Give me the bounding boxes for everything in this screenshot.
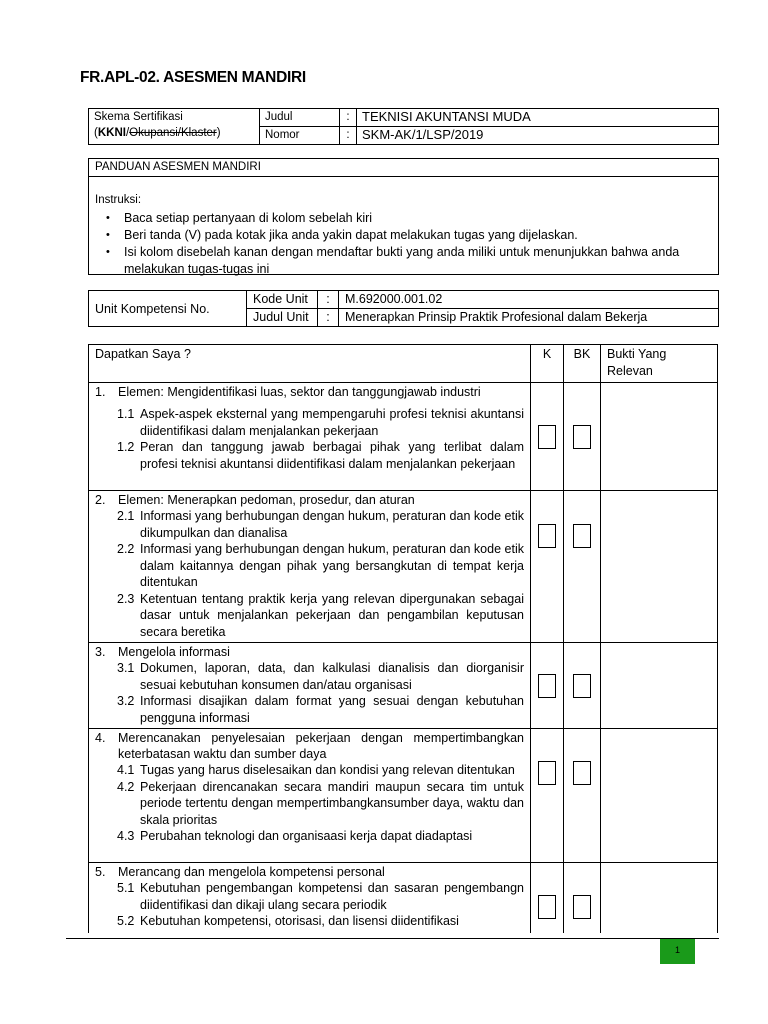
instruksi-label: Instruksi: bbox=[95, 194, 142, 206]
table-row bbox=[89, 863, 718, 933]
column-header-question: Dapatkan Saya ? bbox=[89, 345, 531, 383]
table-row bbox=[89, 729, 718, 863]
sub-number: 4.3 bbox=[117, 829, 135, 843]
sub-text: Kebutuhan kompetensi, otorisasi, dan lisensi diidentifikasi bbox=[140, 914, 459, 928]
bk-checkbox[interactable] bbox=[573, 524, 591, 548]
sub-number: 2.2 bbox=[117, 542, 135, 556]
k-checkbox[interactable] bbox=[538, 524, 556, 548]
sub-text: Kebutuhan pengembangan kompetensi dan sasaran pengembangn diidentifikasi dan dikaji ulang secara periodik bbox=[140, 881, 524, 912]
k-checkbox[interactable] bbox=[538, 895, 556, 919]
sub-number: 1.2 bbox=[117, 440, 135, 454]
skema-label-cell bbox=[89, 109, 260, 145]
element-title: Mengelola informasi bbox=[118, 645, 230, 659]
element-number: 4. bbox=[95, 731, 106, 745]
element-number: 1. bbox=[95, 385, 106, 399]
element-title: Elemen: Menerapkan pedoman, prosedur, dan aturan bbox=[118, 493, 415, 507]
panduan-heading: PANDUAN ASESMEN MANDIRI bbox=[89, 159, 718, 177]
bukti-cell[interactable] bbox=[601, 729, 718, 863]
table-row bbox=[89, 383, 718, 491]
colon: : bbox=[340, 127, 357, 145]
sub-number: 5.2 bbox=[117, 914, 135, 928]
panduan-box bbox=[88, 158, 719, 275]
document-title: FR.APL-02. ASESMEN MANDIRI bbox=[80, 69, 306, 86]
column-header-k: K bbox=[531, 345, 564, 383]
sub-text: Informasi yang berhubungan dengan hukum, peraturan dan kode etik dalam kaitannya dengan pihak yang bersangkutan di tempat kerja ditentukan bbox=[140, 542, 524, 589]
scheme-info-table bbox=[88, 108, 719, 145]
k-checkbox[interactable] bbox=[538, 674, 556, 698]
element-title: Merancang dan mengelola kompetensi personal bbox=[118, 865, 385, 879]
bukti-cell[interactable] bbox=[601, 863, 718, 933]
nomor-value: SKM-AK/1/LSP/2019 bbox=[357, 127, 719, 145]
nomor-label: Nomor bbox=[260, 127, 340, 145]
k-checkbox[interactable] bbox=[538, 425, 556, 449]
instruction-item: • Baca setiap pertanyaan di kolom sebelah kiri bbox=[95, 210, 718, 227]
sub-number: 1.1 bbox=[117, 407, 135, 421]
sub-text: Pekerjaan direncanakan secara mandiri maupun secara tim untuk periode tertentu dengan mempertimbangkansumber daya, waktu dan skala prioritas bbox=[140, 779, 524, 827]
unit-table bbox=[88, 290, 719, 327]
colon: : bbox=[318, 309, 339, 327]
sub-number: 3.2 bbox=[117, 694, 135, 708]
colon: : bbox=[318, 291, 339, 309]
sub-number: 4.1 bbox=[117, 763, 135, 777]
sub-number: 2.1 bbox=[117, 509, 135, 523]
judul-unit-label: Judul Unit bbox=[247, 309, 318, 327]
bk-checkbox[interactable] bbox=[573, 425, 591, 449]
sub-text: Ketentuan tentang praktik kerja yang relevan dipergunakan sebagai dasar untuk menjalankan pekerjaan dan pengambilan keputusan secara beretika bbox=[140, 591, 524, 639]
bukti-cell[interactable] bbox=[601, 491, 718, 643]
column-header-bukti: Bukti Yang Relevan bbox=[601, 345, 718, 383]
sub-text: Dokumen, laporan, data, dan kalkulasi dianalisis dan diorganisir sesuai kebutuhan konsumen dan/atau organisasi bbox=[140, 661, 524, 692]
sub-text: Aspek-aspek eksternal yang mempengaruhi profesi teknisi akuntansi diidentifikasi dalam menjalankan pekerjaan bbox=[140, 407, 524, 438]
assessment-table bbox=[88, 344, 718, 933]
kkni-label: KKNI bbox=[97, 127, 126, 139]
skema-label: Skema Sertifikasi bbox=[94, 111, 183, 123]
judul-label: Judul bbox=[260, 109, 340, 127]
table-row bbox=[89, 643, 718, 729]
instruction-item: • Isi kolom disebelah kanan dengan mendaftar bukti yang anda miliki untuk menunjukkan bahwa anda melakukan tugas-tugas ini bbox=[95, 244, 718, 278]
sub-text: Informasi disajikan dalam format yang sesuai dengan kebutuhan pengguna informasi bbox=[140, 694, 524, 725]
skema-type-label: (KKNI/Okupansi/Klaster) bbox=[94, 127, 221, 139]
sub-number: 4.2 bbox=[117, 779, 135, 794]
okupansi-klaster-label: Okupansi/Klaster bbox=[129, 127, 217, 139]
sub-number: 5.1 bbox=[117, 881, 135, 895]
element-number: 3. bbox=[95, 645, 106, 659]
sub-number: 3.1 bbox=[117, 661, 135, 675]
sub-text: Informasi yang berhubungan dengan hukum, peraturan dan kode etik dikumpulkan dan dianalisa bbox=[140, 509, 524, 540]
judul-value: TEKNISI AKUNTANSI MUDA bbox=[357, 109, 719, 127]
instruction-item: • Beri tanda (V) pada kotak jika anda yakin dapat melakukan tugas yang dijelaskan. bbox=[95, 227, 718, 244]
instruction-list bbox=[95, 210, 718, 278]
element-title: Merencanakan penyelesaian pekerjaan dengan mempertimbangkan keterbatasan waktu dan sumber daya bbox=[118, 731, 524, 761]
kode-unit-value: M.692000.001.02 bbox=[339, 291, 719, 309]
bukti-cell[interactable] bbox=[601, 383, 718, 491]
bk-checkbox[interactable] bbox=[573, 761, 591, 785]
sub-number: 2.3 bbox=[117, 591, 135, 606]
sub-text: Peran dan tanggung jawab berbagai pihak yang terlibat dalam profesi teknisi akuntansi diidentifikasi dalam menjalankan pekerjaan bbox=[140, 440, 524, 471]
bukti-cell[interactable] bbox=[601, 643, 718, 729]
colon: : bbox=[340, 109, 357, 127]
k-checkbox[interactable] bbox=[538, 761, 556, 785]
element-number: 5. bbox=[95, 865, 106, 879]
element-number: 2. bbox=[95, 493, 106, 507]
sub-text: Tugas yang harus diselesaikan dan kondisi yang relevan ditentukan bbox=[140, 763, 515, 777]
table-row bbox=[89, 491, 718, 643]
bk-checkbox[interactable] bbox=[573, 674, 591, 698]
bk-checkbox[interactable] bbox=[573, 895, 591, 919]
column-header-bk: BK bbox=[564, 345, 601, 383]
element-title: Elemen: Mengidentifikasi luas, sektor dan tanggungjawab industri bbox=[118, 385, 481, 399]
kode-unit-label: Kode Unit bbox=[247, 291, 318, 309]
judul-unit-value: Menerapkan Prinsip Praktik Profesional dalam Bekerja bbox=[339, 309, 719, 327]
page-number-badge: 1 bbox=[660, 939, 695, 964]
sub-text: Perubahan teknologi dan organisaasi kerja dapat diadaptasi bbox=[140, 829, 473, 843]
footer-divider bbox=[66, 938, 719, 939]
unit-kompetensi-label: Unit Kompetensi No. bbox=[89, 291, 247, 327]
